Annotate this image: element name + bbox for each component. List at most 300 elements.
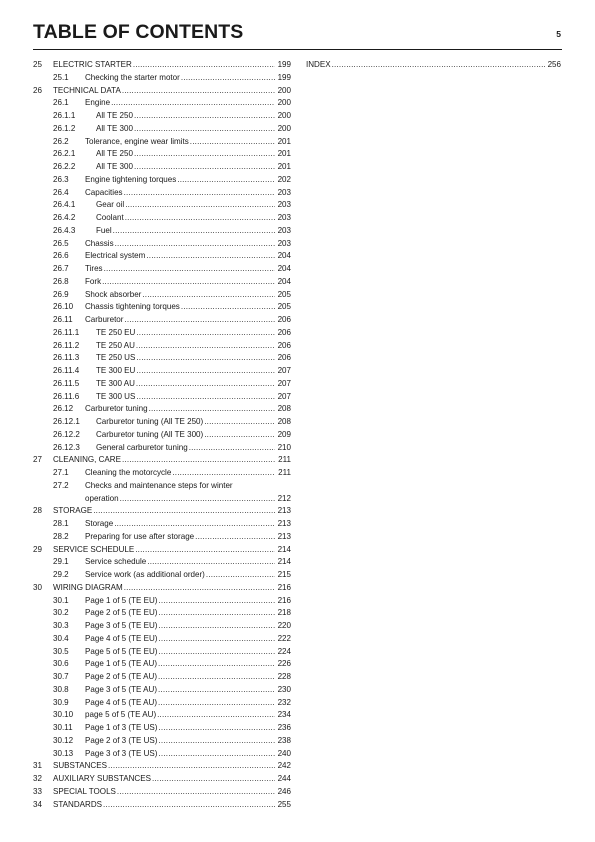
toc-leader-dots xyxy=(190,136,275,149)
toc-entry-page: 255 xyxy=(277,799,291,809)
toc-entry[interactable] xyxy=(33,250,291,263)
toc-entry-title: Page 4 of 5 (TE AU) xyxy=(85,697,158,707)
toc-entry-page: 240 xyxy=(277,748,291,758)
toc-entry-title: TE 300 EU xyxy=(96,366,136,375)
toc-entry[interactable] xyxy=(33,391,291,404)
toc-entry-number: 26.11.4 xyxy=(53,366,80,375)
toc-entry-page: 214 xyxy=(277,557,291,567)
toc-entry-number: 29 xyxy=(33,544,42,554)
toc-entry-number: 30.8 xyxy=(53,684,69,694)
toc-entry-title: Checking the starter motor xyxy=(85,72,180,82)
toc-entry-title-continuation: operation xyxy=(85,493,119,503)
toc-entry-page: 200 xyxy=(277,123,291,133)
toc-leader-dots xyxy=(125,199,275,212)
toc-leader-dots xyxy=(117,786,275,799)
toc-entry-title: Page 4 of 5 (TE EU) xyxy=(85,633,158,643)
toc-leader-dots xyxy=(189,442,275,455)
toc-entry-number: 28 xyxy=(33,506,42,516)
toc-entry-title: Capacities xyxy=(85,187,123,197)
toc-entry[interactable] xyxy=(33,531,291,544)
toc-entry-title: Engine xyxy=(85,98,111,108)
toc-entry-number: 28.1 xyxy=(53,519,69,528)
toc-entry-title-block xyxy=(85,480,291,506)
toc-leader-dots xyxy=(136,340,275,353)
toc-leader-dots xyxy=(134,123,275,136)
toc-entry[interactable] xyxy=(33,327,291,340)
toc-entry-title: ELECTRIC STARTER xyxy=(53,60,132,69)
toc-entry[interactable] xyxy=(33,799,291,812)
toc-entry-page: 214 xyxy=(277,544,291,554)
toc-entry-number: 26.2 xyxy=(53,136,69,146)
toc-leader-dots xyxy=(158,697,275,710)
toc-entry-page: 238 xyxy=(277,735,291,745)
toc-entry[interactable] xyxy=(306,59,561,72)
toc-entry[interactable] xyxy=(33,263,291,276)
toc-entry-title: Tolerance, engine wear limits xyxy=(85,136,189,146)
toc-entry-title: Carburetor xyxy=(85,315,124,324)
toc-entry-page: 213 xyxy=(277,531,291,541)
toc-entry[interactable] xyxy=(33,314,291,327)
toc-entry-page: 224 xyxy=(277,646,291,656)
toc-entry-title: SUBSTANCES xyxy=(53,761,107,771)
toc-entry-number: 30.5 xyxy=(53,646,69,656)
toc-leader-dots xyxy=(103,799,275,812)
toc-entry-page: 206 xyxy=(277,353,291,363)
toc-entry-number: 26.12 xyxy=(53,404,74,414)
toc-entry-page: 222 xyxy=(277,633,291,643)
toc-entry-number: 26.11.2 xyxy=(53,340,80,350)
toc-entry-number: 26.3 xyxy=(53,174,69,184)
toc-entry-title: Storage xyxy=(85,519,114,528)
toc-entry-page: 220 xyxy=(277,621,291,630)
toc-entry-title: TE 250 US xyxy=(96,353,136,363)
toc-entry-page: 207 xyxy=(277,366,291,375)
toc-entry[interactable] xyxy=(33,85,291,98)
page-title: TABLE OF CONTENTS xyxy=(33,21,244,43)
toc-entry-number: 30.3 xyxy=(53,621,69,630)
toc-entry-page: 205 xyxy=(277,302,291,312)
toc-leader-dots xyxy=(158,658,275,671)
toc-leader-dots xyxy=(134,148,275,161)
toc-entry-number: 26.11 xyxy=(53,315,73,324)
toc-entry[interactable] xyxy=(33,187,291,200)
toc-leader-dots xyxy=(136,365,275,378)
toc-leader-dots xyxy=(135,544,275,557)
toc-left-column xyxy=(33,59,291,811)
toc-leader-dots xyxy=(158,646,275,659)
toc-entry-page: 203 xyxy=(277,238,291,248)
toc-entry-number: 26.8 xyxy=(53,276,69,286)
toc-entry-number: 30.4 xyxy=(53,633,69,643)
toc-entry-page: 211 xyxy=(278,455,291,465)
toc-entry-page: 203 xyxy=(277,187,291,197)
toc-entry-title: TECHNICAL DATA xyxy=(53,85,121,95)
toc-entry-page: 202 xyxy=(277,174,291,184)
toc-entry-page: 211 xyxy=(278,468,291,477)
toc-leader-dots xyxy=(158,620,275,633)
toc-entry-page: 218 xyxy=(277,608,291,618)
toc-entry-page: 204 xyxy=(277,251,291,261)
toc-entry-title: TE 250 AU xyxy=(96,340,135,350)
toc-right-column xyxy=(306,59,561,72)
toc-entry-page: 203 xyxy=(277,200,291,210)
toc-entry-number: 30.1 xyxy=(53,595,69,605)
toc-entry-number: 27.2 xyxy=(53,480,69,490)
toc-entry-number: 26.1.2 xyxy=(53,123,76,133)
toc-entry[interactable] xyxy=(33,569,291,582)
toc-entry-title: TE 300 US xyxy=(96,391,136,401)
toc-entry[interactable] xyxy=(33,123,291,136)
toc-entry[interactable] xyxy=(33,544,291,557)
toc-leader-dots xyxy=(136,327,275,340)
toc-entry[interactable] xyxy=(33,518,291,531)
toc-entry[interactable] xyxy=(33,786,291,799)
toc-entry-page: 205 xyxy=(277,289,291,299)
toc-entry-title: Checks and maintenance steps for winter xyxy=(85,480,233,490)
toc-entry-page: 204 xyxy=(277,276,291,286)
toc-leader-dots xyxy=(93,505,275,518)
toc-entry-page: 228 xyxy=(277,672,291,681)
toc-entry[interactable] xyxy=(33,760,291,773)
toc-leader-dots xyxy=(133,59,275,72)
toc-entry-number: 26.1.1 xyxy=(53,111,76,120)
toc-leader-dots xyxy=(136,391,275,404)
toc-entry[interactable] xyxy=(33,595,291,608)
toc-entry[interactable] xyxy=(33,301,291,314)
toc-entry-title: Page 1 of 5 (TE EU) xyxy=(85,595,158,605)
toc-leader-dots xyxy=(204,416,275,429)
toc-entry-title: Carburetor tuning xyxy=(85,404,148,414)
toc-entry-page: 203 xyxy=(277,225,291,235)
toc-entry-page: 207 xyxy=(277,378,291,388)
toc-leader-dots xyxy=(158,671,275,684)
toc-entry-title: Electrical system xyxy=(85,251,146,261)
toc-entry-number: 26.11.5 xyxy=(53,378,80,388)
toc-leader-dots xyxy=(332,59,545,72)
toc-entry[interactable] xyxy=(33,340,291,353)
toc-leader-dots xyxy=(122,454,275,467)
toc-entry-number: 29.1 xyxy=(53,557,69,567)
toc-entry[interactable] xyxy=(33,556,291,569)
toc-entry-page: 200 xyxy=(277,111,291,120)
toc-leader-dots xyxy=(149,403,275,416)
toc-entry-number: 26.4 xyxy=(53,187,69,197)
toc-entry[interactable] xyxy=(33,225,291,238)
toc-entry[interactable] xyxy=(33,136,291,149)
toc-entry-number: 26.4.1 xyxy=(53,200,76,210)
toc-entry-number: 30.12 xyxy=(53,735,74,745)
toc-leader-dots xyxy=(177,174,275,187)
toc-leader-dots xyxy=(195,531,275,544)
toc-entry-page: 204 xyxy=(277,264,291,273)
toc-entry-title: Service schedule xyxy=(85,557,147,567)
toc-entry-title: Page 1 of 3 (TE US) xyxy=(85,723,158,732)
toc-leader-dots xyxy=(134,110,275,123)
toc-entry-title: Page 3 of 5 (TE AU) xyxy=(85,684,158,694)
toc-leader-dots xyxy=(108,760,275,773)
toc-leader-dots xyxy=(158,748,275,761)
toc-entry[interactable] xyxy=(33,620,291,633)
toc-entry[interactable] xyxy=(33,429,291,442)
toc-leader-dots xyxy=(147,556,275,569)
toc-leader-dots xyxy=(120,493,275,506)
toc-leader-dots xyxy=(134,161,275,174)
toc-leader-dots xyxy=(124,582,275,595)
toc-entry[interactable] xyxy=(33,735,291,748)
toc-entry-number: 26.12.2 xyxy=(53,429,80,439)
toc-entry-number: 26.11.1 xyxy=(53,327,80,337)
toc-leader-dots xyxy=(158,633,275,646)
toc-entry[interactable] xyxy=(33,709,291,722)
toc-entry-number: 26.7 xyxy=(53,264,69,273)
toc-entry-page: 208 xyxy=(277,404,291,414)
toc-leader-dots xyxy=(124,314,275,327)
header-divider xyxy=(33,49,562,50)
toc-entry-title: Shock absorber xyxy=(85,289,142,299)
toc-leader-dots xyxy=(206,569,275,582)
toc-entry[interactable] xyxy=(33,276,291,289)
toc-entry-page: 234 xyxy=(277,710,291,720)
toc-entry[interactable] xyxy=(33,110,291,123)
toc-entry-page: 203 xyxy=(277,213,291,222)
page-number: 5 xyxy=(556,29,561,39)
toc-entry-number: 30 xyxy=(33,582,42,592)
toc-entry-number: 30.13 xyxy=(53,748,74,758)
toc-entry-number: 30.11 xyxy=(53,723,73,732)
toc-entry-number: 28.2 xyxy=(53,531,69,541)
toc-entry-page: 209 xyxy=(277,429,291,439)
toc-entry[interactable] xyxy=(33,658,291,671)
toc-entry-page: 226 xyxy=(277,659,291,669)
toc-entry-title: Page 2 of 5 (TE AU) xyxy=(85,672,158,681)
toc-entry-page: 206 xyxy=(277,340,291,350)
toc-entry-number: 26.6 xyxy=(53,251,69,261)
toc-leader-dots xyxy=(113,225,275,238)
toc-entry-title: Cleaning the motorcycle xyxy=(85,468,172,477)
toc-leader-dots xyxy=(122,85,275,98)
toc-entry[interactable] xyxy=(33,467,291,480)
toc-entry[interactable] xyxy=(33,582,291,595)
toc-leader-dots xyxy=(158,595,275,608)
toc-entry-number: 33 xyxy=(33,786,42,796)
toc-entry[interactable] xyxy=(33,442,291,455)
toc-entry-title: All TE 250 xyxy=(96,149,133,159)
toc-entry[interactable] xyxy=(33,199,291,212)
toc-entry-title: TE 300 AU xyxy=(96,378,135,388)
toc-leader-dots xyxy=(157,709,275,722)
toc-entry-page: 215 xyxy=(277,570,291,579)
toc-entry-number: 31 xyxy=(33,761,42,771)
toc-entry-title: INDEX xyxy=(306,60,331,69)
toc-entry-number: 30.6 xyxy=(53,659,69,669)
toc-leader-dots xyxy=(172,467,275,480)
toc-entry-title: Page 2 of 3 (TE US) xyxy=(85,735,158,745)
toc-entry[interactable] xyxy=(33,174,291,187)
toc-leader-dots xyxy=(158,735,275,748)
toc-leader-dots xyxy=(158,684,275,697)
toc-entry[interactable] xyxy=(33,161,291,174)
toc-entry[interactable] xyxy=(33,454,291,467)
toc-entry[interactable] xyxy=(33,633,291,646)
toc-entry-title: General carburetor tuning xyxy=(96,442,188,452)
toc-entry-title: Fork xyxy=(85,276,102,286)
toc-leader-dots xyxy=(124,187,275,200)
toc-entry[interactable] xyxy=(33,748,291,761)
toc-entry[interactable] xyxy=(33,416,291,429)
toc-entry-title: Tires xyxy=(85,264,103,273)
toc-entry[interactable] xyxy=(33,365,291,378)
toc-entry-title: SERVICE SCHEDULE xyxy=(53,544,135,554)
toc-entry-title: Page 1 of 5 (TE AU) xyxy=(85,659,158,669)
toc-leader-dots xyxy=(102,276,275,289)
toc-entry[interactable] xyxy=(33,212,291,225)
toc-leader-dots xyxy=(115,238,275,251)
toc-leader-dots xyxy=(104,263,275,276)
toc-entry-title: All TE 300 xyxy=(96,123,133,133)
toc-entry-number: 30.7 xyxy=(53,672,69,681)
toc-entry-page: 230 xyxy=(277,684,291,694)
toc-entry-title: Page 3 of 5 (TE EU) xyxy=(85,621,158,630)
toc-entry-number: 26 xyxy=(33,85,42,95)
toc-entry-title: STANDARDS xyxy=(53,799,103,809)
toc-entry-page: 206 xyxy=(277,315,291,324)
toc-entry-number: 27.1 xyxy=(53,468,69,477)
toc-entry[interactable] xyxy=(33,697,291,710)
toc-entry[interactable] xyxy=(33,505,291,518)
toc-entry-number: 34 xyxy=(33,799,42,809)
toc-entry-number: 26.5 xyxy=(53,238,69,248)
toc-entry-page: 201 xyxy=(277,149,291,159)
toc-entry-number: 27 xyxy=(33,455,42,465)
toc-entry-title: Coolant xyxy=(96,213,124,222)
toc-leader-dots xyxy=(181,301,275,314)
toc-leader-dots xyxy=(158,607,275,620)
toc-entry-page: 256 xyxy=(547,60,561,69)
toc-entry-number: 25.1 xyxy=(53,72,69,82)
toc-entry-page: 213 xyxy=(277,506,291,516)
toc-entry-page: 208 xyxy=(277,417,291,426)
toc-leader-dots xyxy=(158,722,275,735)
toc-entry-title: Carburetor tuning (All TE 250) xyxy=(96,417,204,426)
toc-entry-number: 26.12.1 xyxy=(53,417,80,426)
toc-entry-title: STORAGE xyxy=(53,506,93,516)
toc-entry-number: 32 xyxy=(33,774,42,783)
toc-leader-dots xyxy=(136,352,275,365)
toc-entry-number: 26.2.1 xyxy=(53,149,76,159)
toc-entry-page: 246 xyxy=(277,786,291,796)
toc-entry-number: 26.4.2 xyxy=(53,213,76,222)
toc-entry-number: 29.2 xyxy=(53,570,69,579)
toc-entry-page: 200 xyxy=(277,98,291,108)
toc-leader-dots xyxy=(114,518,275,531)
toc-entry-page: 207 xyxy=(277,391,291,401)
toc-entry-title: page 5 of 5 (TE AU) xyxy=(85,710,157,720)
toc-entry-title: Gear oil xyxy=(96,200,125,210)
toc-entry-title: TE 250 EU xyxy=(96,327,136,337)
toc-entry-number: 26.9 xyxy=(53,289,69,299)
toc-entry[interactable] xyxy=(33,607,291,620)
toc-entry-page: 210 xyxy=(277,442,291,452)
toc-entry-title: Page 5 of 5 (TE EU) xyxy=(85,646,158,656)
toc-entry-number: 30.9 xyxy=(53,697,69,707)
toc-entry[interactable] xyxy=(33,480,291,506)
toc-entry-title: Page 2 of 5 (TE EU) xyxy=(85,608,158,618)
toc-entry-page: 216 xyxy=(277,595,291,605)
toc-leader-dots xyxy=(204,429,275,442)
toc-entry-page: 242 xyxy=(277,761,291,771)
toc-entry[interactable] xyxy=(33,72,291,85)
toc-entry-number: 26.4.3 xyxy=(53,225,76,235)
toc-entry-page: 200 xyxy=(277,85,291,95)
toc-leader-dots xyxy=(136,378,275,391)
toc-entry-page: 199 xyxy=(277,60,291,69)
toc-entry-page: 206 xyxy=(277,327,291,337)
toc-entry-title: Carburetor tuning (All TE 300) xyxy=(96,429,204,439)
toc-entry-number: 26.12.3 xyxy=(53,442,80,452)
toc-entry[interactable] xyxy=(33,403,291,416)
toc-entry-title: AUXILIARY SUBSTANCES xyxy=(53,774,151,783)
toc-entry-title: Page 3 of 3 (TE US) xyxy=(85,748,158,758)
toc-entry-title: Chassis tightening torques xyxy=(85,302,180,312)
toc-entry-title: SPECIAL TOOLS xyxy=(53,786,116,796)
toc-entry-page: 216 xyxy=(277,582,291,592)
toc-entry[interactable] xyxy=(33,59,291,72)
toc-entry-title: Service work (as additional order) xyxy=(85,570,205,579)
toc-entry-number: 26.2.2 xyxy=(53,162,76,171)
toc-entry-title: CLEANING, CARE xyxy=(53,455,121,465)
toc-entry-page: 199 xyxy=(277,72,291,82)
toc-entry-title-continuation-line xyxy=(85,493,291,506)
toc-entry-page: 201 xyxy=(277,162,291,171)
toc-entry-number: 26.11.3 xyxy=(53,353,80,363)
toc-entry-number: 26.11.6 xyxy=(53,391,80,401)
toc-entry-title: All TE 250 xyxy=(96,111,133,120)
toc-entry[interactable] xyxy=(33,722,291,735)
toc-entry[interactable] xyxy=(33,289,291,302)
toc-entry-page: 201 xyxy=(277,136,291,146)
toc-entry-number: 25 xyxy=(33,60,42,69)
toc-entry-number: 26.1 xyxy=(53,98,69,108)
toc-entry-title: Chassis xyxy=(85,238,114,248)
toc-entry[interactable] xyxy=(33,773,291,786)
toc-entry-title: Engine tightening torques xyxy=(85,174,177,184)
toc-entry-page: 213 xyxy=(277,519,291,528)
toc-entry-number: 30.2 xyxy=(53,608,69,618)
toc-leader-dots xyxy=(142,289,275,302)
toc-entry[interactable] xyxy=(33,97,291,110)
toc-leader-dots xyxy=(181,72,275,85)
toc-entry-number: 26.10 xyxy=(53,302,74,312)
toc-entry[interactable] xyxy=(33,684,291,697)
toc-leader-dots xyxy=(111,97,275,110)
toc-leader-dots xyxy=(125,212,275,225)
toc-entry[interactable] xyxy=(33,148,291,161)
toc-entry-page: 236 xyxy=(277,723,291,732)
toc-entry-page: 232 xyxy=(277,697,291,707)
toc-leader-dots xyxy=(152,773,275,786)
toc-entry-title: Fuel xyxy=(96,225,112,235)
toc-entry-title: Preparing for use after storage xyxy=(85,531,195,541)
toc-entry-page: 244 xyxy=(277,774,291,783)
toc-entry-page: 212 xyxy=(277,493,291,503)
toc-entry[interactable] xyxy=(33,352,291,365)
toc-entry[interactable] xyxy=(33,238,291,251)
toc-entry[interactable] xyxy=(33,378,291,391)
toc-leader-dots xyxy=(146,250,275,263)
toc-entry[interactable] xyxy=(33,646,291,659)
toc-entry-title: All TE 300 xyxy=(96,162,133,171)
toc-entry[interactable] xyxy=(33,671,291,684)
